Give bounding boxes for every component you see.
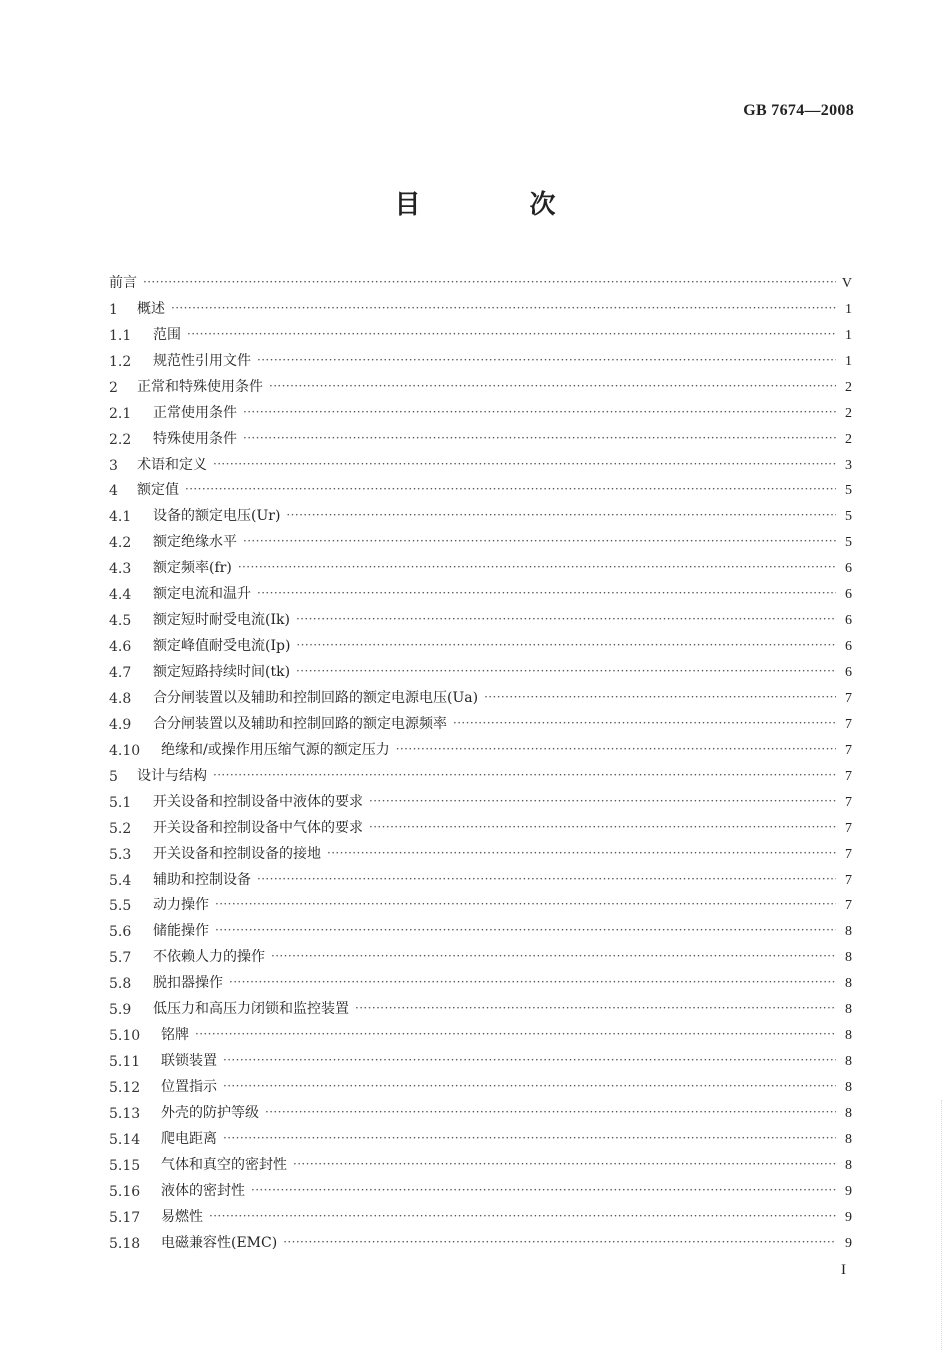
toc-entry[interactable] xyxy=(109,629,852,655)
toc-entry-number: 5.4 xyxy=(109,872,132,889)
toc-entry-page: 8 xyxy=(845,1157,852,1173)
toc-entry-page: 6 xyxy=(845,665,852,680)
toc-entry[interactable] xyxy=(109,499,852,525)
toc-leader-dots xyxy=(223,1131,836,1145)
toc-entry-title: 低压力和高压力闭锁和监控装置 xyxy=(153,1001,349,1018)
toc-leader-dots xyxy=(369,820,836,834)
toc-entry[interactable] xyxy=(109,966,852,992)
toc-entry[interactable] xyxy=(109,266,852,292)
toc-entry-page: 9 xyxy=(845,1209,852,1225)
toc-entry[interactable] xyxy=(109,1174,852,1200)
toc-entry-number: 5.14 xyxy=(109,1131,141,1148)
toc-entry-title: 额定值 xyxy=(137,482,179,499)
toc-entry[interactable] xyxy=(109,889,852,915)
toc-entry-title: 液体的密封性 xyxy=(161,1182,245,1199)
toc-entry-page: 7 xyxy=(845,794,852,810)
toc-entry-title: 设计与结构 xyxy=(137,767,207,784)
toc-entry[interactable] xyxy=(109,837,852,863)
toc-entry-page: 1 xyxy=(845,353,852,369)
page-folio: I xyxy=(841,1262,846,1278)
toc-entry[interactable] xyxy=(109,370,852,396)
toc-entry-number: 3 xyxy=(109,457,118,474)
toc-entry-title: 术语和定义 xyxy=(137,456,207,473)
toc-entry-page: 8 xyxy=(845,1131,852,1147)
toc-leader-dots xyxy=(243,534,836,548)
toc-leader-dots xyxy=(143,275,836,289)
toc-entry[interactable] xyxy=(109,1070,852,1096)
toc-entry-title: 外壳的防护等级 xyxy=(161,1104,259,1121)
toc-entry[interactable] xyxy=(109,577,852,603)
toc-entry-title: 范围 xyxy=(153,326,181,343)
toc-entry-page: 3 xyxy=(845,457,852,473)
toc-leader-dots xyxy=(215,897,836,911)
toc-entry-number: 5.7 xyxy=(109,950,132,967)
toc-entry-title: 正常和特殊使用条件 xyxy=(137,378,263,395)
toc-entry[interactable] xyxy=(109,525,852,551)
toc-entry[interactable] xyxy=(109,1226,852,1252)
toc-entry-number: 5.16 xyxy=(109,1183,141,1200)
toc-entry-page: 5 xyxy=(845,509,852,525)
toc-leader-dots xyxy=(296,664,836,678)
toc-entry[interactable] xyxy=(109,940,852,966)
toc-entry-number: 4.6 xyxy=(109,639,132,656)
toc-leader-dots xyxy=(327,846,836,860)
toc-entry-number: 5.6 xyxy=(109,924,132,941)
toc-entry-page: 8 xyxy=(845,950,852,966)
toc-entry-number: 5.15 xyxy=(109,1157,141,1174)
toc-entry-title: 额定绝缘水平 xyxy=(153,534,237,551)
toc-leader-dots xyxy=(484,690,836,704)
toc-entry-title: 设备的额定电压(Ur) xyxy=(153,508,281,525)
toc-entry-title: 额定峰值耐受电流(Ip) xyxy=(153,638,291,655)
toc-entry-page: 6 xyxy=(845,613,852,629)
toc-entry-title: 脱扣器操作 xyxy=(153,975,223,992)
toc-leader-dots xyxy=(271,949,836,963)
toc-entry-title: 额定短时耐受电流(Ik) xyxy=(153,612,290,629)
toc-entry-page: 2 xyxy=(845,405,852,421)
toc-leader-dots xyxy=(215,923,836,937)
toc-entry-page: 7 xyxy=(845,768,852,784)
toc-entry-page: 7 xyxy=(845,846,852,862)
toc-entry-page: 8 xyxy=(845,1105,852,1121)
toc-entry-title: 特殊使用条件 xyxy=(153,430,237,447)
toc-leader-dots xyxy=(185,482,836,496)
toc-entry-title: 概述 xyxy=(137,300,165,317)
toc-entry[interactable] xyxy=(109,811,852,837)
toc-leader-dots xyxy=(286,508,836,522)
toc-entry-number: 2.1 xyxy=(109,405,132,422)
toc-entry-number: 2 xyxy=(109,379,118,396)
toc-leader-dots xyxy=(223,1079,836,1093)
toc-entry-page: 9 xyxy=(845,1183,852,1199)
toc-entry-page: 7 xyxy=(845,872,852,888)
toc-entry-page: 2 xyxy=(845,431,852,447)
toc-title: 目 次 xyxy=(394,190,606,220)
toc-entry-page: 9 xyxy=(845,1235,852,1251)
toc-entry[interactable] xyxy=(109,1148,852,1174)
toc-entry-number: 5.13 xyxy=(109,1105,141,1122)
toc-leader-dots xyxy=(293,1157,836,1171)
toc-entry-page: 7 xyxy=(845,820,852,836)
toc-leader-dots xyxy=(265,1105,836,1119)
toc-entry-number: 1.2 xyxy=(109,353,132,370)
toc-entry-page: 7 xyxy=(845,716,852,732)
toc-entry-title: 电磁兼容性(EMC) xyxy=(161,1234,278,1251)
toc-entry-title: 开关设备和控制设备的接地 xyxy=(153,845,321,862)
toc-entry-page: 1 xyxy=(845,327,852,343)
toc-entry-page: V xyxy=(841,275,852,291)
toc-entry-title: 气体和真空的密封性 xyxy=(161,1156,287,1173)
toc-entry-title: 规范性引用文件 xyxy=(153,352,251,369)
table-of-contents xyxy=(109,266,852,1252)
toc-entry[interactable] xyxy=(109,551,852,577)
toc-entry-number: 5.3 xyxy=(109,846,132,863)
toc-leader-dots xyxy=(223,1053,836,1067)
toc-entry[interactable] xyxy=(109,1096,852,1122)
toc-entry[interactable] xyxy=(109,1122,852,1148)
toc-leader-dots xyxy=(243,405,836,419)
toc-leader-dots xyxy=(257,353,836,367)
toc-entry-page: 8 xyxy=(845,1054,852,1070)
toc-entry-number: 4.3 xyxy=(109,561,132,578)
toc-entry-number: 2.2 xyxy=(109,431,132,448)
toc-entry-page: 2 xyxy=(845,379,852,395)
toc-leader-dots xyxy=(257,586,836,600)
toc-entry[interactable] xyxy=(109,1044,852,1070)
toc-entry-number: 5.9 xyxy=(109,1002,132,1019)
toc-entry[interactable] xyxy=(109,344,852,370)
toc-entry-title: 额定频率(fr) xyxy=(153,560,232,577)
toc-entry-page: 5 xyxy=(845,483,852,499)
toc-entry-page: 7 xyxy=(845,898,852,914)
toc-entry-number: 4.8 xyxy=(109,690,132,707)
toc-leader-dots xyxy=(453,716,836,730)
toc-entry[interactable] xyxy=(109,681,852,707)
toc-entry-title: 前言 xyxy=(109,274,137,291)
toc-leader-dots xyxy=(171,301,836,315)
toc-leader-dots xyxy=(213,768,836,782)
toc-entry-number: 4.10 xyxy=(109,742,141,759)
toc-entry[interactable] xyxy=(109,992,852,1018)
toc-entry[interactable] xyxy=(109,1200,852,1226)
toc-entry-number: 4.9 xyxy=(109,716,132,733)
toc-entry-page: 5 xyxy=(845,535,852,551)
toc-entry-page: 8 xyxy=(845,1002,852,1018)
toc-entry-page: 1 xyxy=(845,301,852,317)
toc-leader-dots xyxy=(238,560,836,574)
scan-edge-artifact xyxy=(939,1100,942,1350)
toc-entry-title: 易燃性 xyxy=(161,1208,203,1225)
toc-leader-dots xyxy=(243,431,836,445)
toc-entry[interactable] xyxy=(109,914,852,940)
toc-entry-page: 7 xyxy=(845,690,852,706)
toc-entry-title: 开关设备和控制设备中液体的要求 xyxy=(153,793,363,810)
toc-entry-number: 5.5 xyxy=(109,898,132,915)
toc-entry-page: 8 xyxy=(845,924,852,940)
toc-entry[interactable] xyxy=(109,318,852,344)
toc-entry-title: 合分闸装置以及辅助和控制回路的额定电源电压(Ua) xyxy=(153,689,479,706)
toc-leader-dots xyxy=(396,742,836,756)
toc-entry[interactable] xyxy=(109,292,852,318)
toc-entry[interactable] xyxy=(109,474,852,500)
toc-entry-title: 不依赖人力的操作 xyxy=(153,949,265,966)
toc-leader-dots xyxy=(283,1235,836,1249)
toc-entry[interactable] xyxy=(109,785,852,811)
toc-entry[interactable] xyxy=(109,422,852,448)
toc-entry-title: 合分闸装置以及辅助和控制回路的额定电源频率 xyxy=(153,715,447,732)
toc-entry-title: 额定电流和温升 xyxy=(153,586,251,603)
toc-entry[interactable] xyxy=(109,707,852,733)
toc-entry-number: 5.12 xyxy=(109,1080,141,1096)
toc-entry[interactable] xyxy=(109,1018,852,1044)
toc-leader-dots xyxy=(195,1027,836,1041)
toc-leader-dots xyxy=(213,457,836,471)
toc-leader-dots xyxy=(187,327,836,341)
toc-entry-title: 绝缘和/或操作用压缩气源的额定压力 xyxy=(161,741,390,758)
toc-leader-dots xyxy=(296,638,836,652)
toc-entry-title: 开关设备和控制设备中气体的要求 xyxy=(153,819,363,836)
toc-entry-title: 位置指示 xyxy=(161,1079,217,1095)
toc-entry-page: 8 xyxy=(845,976,852,992)
toc-leader-dots xyxy=(257,872,836,886)
toc-entry-page: 7 xyxy=(845,742,852,758)
toc-entry-number: 4.2 xyxy=(109,535,132,552)
standard-number: GB 7674—2008 xyxy=(743,102,854,119)
toc-entry-number: 4.5 xyxy=(109,613,132,630)
toc-entry-title: 铭牌 xyxy=(161,1027,189,1044)
toc-entry[interactable] xyxy=(109,448,852,474)
toc-entry-number: 5.2 xyxy=(109,820,132,837)
toc-entry-page: 6 xyxy=(845,561,852,577)
toc-leader-dots xyxy=(355,1001,836,1015)
toc-entry[interactable] xyxy=(109,759,852,785)
toc-entry-title: 额定短路持续时间(tk) xyxy=(153,664,291,680)
toc-entry[interactable] xyxy=(109,655,852,681)
toc-entry-number: 4.7 xyxy=(109,665,132,681)
toc-entry[interactable] xyxy=(109,863,852,889)
toc-entry-number: 5.11 xyxy=(109,1054,141,1071)
toc-leader-dots xyxy=(209,1209,836,1223)
toc-entry-page: 8 xyxy=(845,1028,852,1044)
toc-entry-number: 5.17 xyxy=(109,1209,141,1226)
toc-entry-number: 4 xyxy=(109,483,118,500)
toc-entry-title: 联锁装置 xyxy=(161,1053,217,1070)
toc-entry[interactable] xyxy=(109,396,852,422)
toc-entry-title: 辅助和控制设备 xyxy=(153,871,251,888)
toc-entry-number: 5.18 xyxy=(109,1235,141,1252)
toc-entry-title: 正常使用条件 xyxy=(153,404,237,421)
toc-entry-number: 5 xyxy=(109,768,118,785)
toc-leader-dots xyxy=(251,1183,836,1197)
toc-entry-title: 动力操作 xyxy=(153,897,209,914)
toc-leader-dots xyxy=(369,794,836,808)
toc-leader-dots xyxy=(229,975,836,989)
toc-entry-number: 1 xyxy=(109,301,118,318)
toc-entry-number: 5.1 xyxy=(109,794,132,811)
toc-leader-dots xyxy=(269,379,836,393)
toc-entry-number: 4.4 xyxy=(109,587,132,604)
toc-entry-page: 6 xyxy=(845,587,852,603)
toc-leader-dots xyxy=(296,612,836,626)
toc-entry-page: 6 xyxy=(845,639,852,655)
toc-entry-number: 5.10 xyxy=(109,1028,141,1045)
toc-entry-number: 5.8 xyxy=(109,976,132,993)
toc-entry-page: 8 xyxy=(845,1080,852,1095)
toc-entry-title: 爬电距离 xyxy=(161,1130,217,1147)
toc-entry-title: 储能操作 xyxy=(153,923,209,940)
toc-entry-number: 1.1 xyxy=(109,327,132,344)
toc-entry[interactable] xyxy=(109,603,852,629)
toc-entry[interactable] xyxy=(109,733,852,759)
toc-entry-number: 4.1 xyxy=(109,509,132,526)
